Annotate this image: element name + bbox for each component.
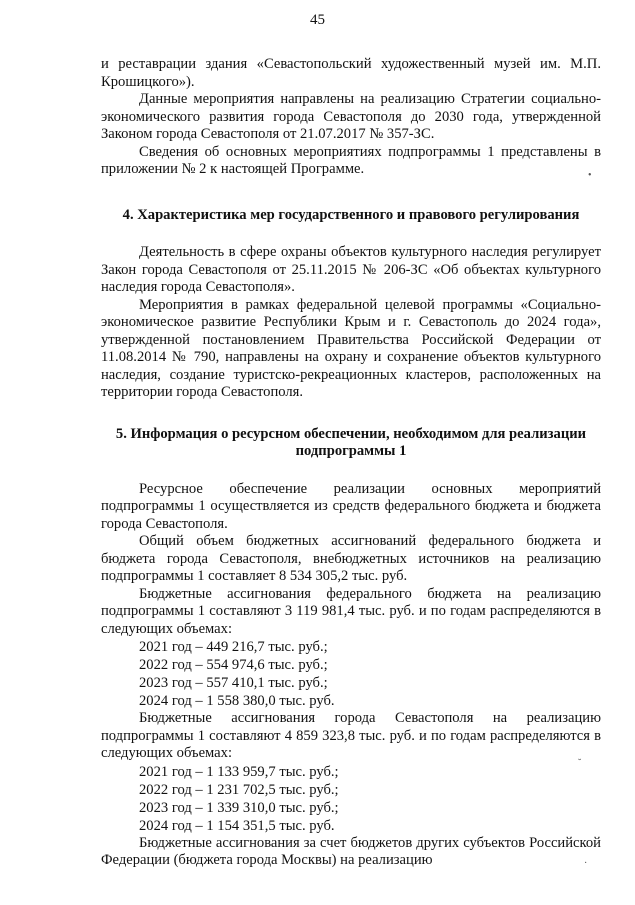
- paragraph-city-budget: Бюджетные ассигнования города Севастополя на реализацию подпрограммы 1 составляют 4 859 323,8 тыс. руб. и по годам распределяются в следующих объемах:: [101, 710, 601, 761]
- paragraph-continuation: и реставрации здания «Севастопольский художественный музей им. М.П. Крошицкого»).: [101, 56, 601, 90]
- list-item: 2023 год – 557 410,1 тыс. руб.;: [139, 675, 328, 691]
- paragraph-appendix-ref: Сведения об основных мероприятиях подпрограммы 1 представлены в приложении № 2 к настоящей Программе.: [101, 143, 601, 177]
- paragraph-total-volume: Общий объем бюджетных ассигнований федерального бюджета и бюджета города Севастополя, внебюджетных источников на реализацию подпрограммы 1 составляет 8 534 305,2 тыс. руб.: [101, 533, 601, 584]
- paragraph-strategy: Данные мероприятия направлены на реализацию Стратегии социально-экономического развития города Севастополя до 2030 года, утвержденной Законом города Севастополя от 21.07.2017 № 357-ЗС.: [101, 91, 601, 142]
- paragraph-federal-program: Мероприятия в рамках федеральной целевой программы «Социально-экономическое развитие Республики Крым и г. Севастополь до 2024 года», утвержденной постановлением Правительства Российской Федерации от 11.08.2014 № 790, направлены на охрану и сохранение объектов культурного наследия, создание туристско-рекреационных кластеров, расположенных на территории города Севастополя.: [101, 296, 601, 400]
- city-years-list: [101, 763, 601, 835]
- paragraph-federal-budget: Бюджетные ассигнования федерального бюджета на реализацию подпрограммы 1 составляют 3 119 981,4 тыс. руб. и по годам распределяются в следующих объемах:: [101, 585, 601, 637]
- list-item: 2022 год – 1 231 702,5 тыс. руб.;: [139, 781, 339, 798]
- federal-years-list: [101, 638, 601, 710]
- scan-speck: •: [588, 170, 592, 181]
- paragraph-other-subjects: Бюджетные ассигнования за счет бюджетов других субъектов Российской Федерации (бюджета города Москвы) на реализацию: [101, 834, 601, 868]
- list-item: 2022 год – 554 974,6 тыс. руб.;: [139, 657, 328, 673]
- list-item: 2024 год – 1 558 380,0 тыс. руб.: [139, 693, 335, 709]
- page-number: 45: [310, 12, 325, 28]
- section-heading-4: 4. Характеристика мер государственного и правового регулирования: [122, 206, 580, 223]
- list-item: 2021 год – 449 216,7 тыс. руб.;: [139, 639, 328, 655]
- scan-speck: ˘: [578, 758, 582, 769]
- list-item: 2021 год – 1 133 959,7 тыс. руб.;: [139, 763, 339, 780]
- list-item: 2023 год – 1 339 310,0 тыс. руб.;: [139, 799, 339, 816]
- document-body: [101, 56, 601, 870]
- scan-speck: ·: [584, 858, 588, 869]
- paragraph-law: Деятельность в сфере охраны объектов культурного наследия регулирует Закон города Севастополя от 25.11.2015 № 206-ЗС «Об объектах культурного наследия города Севастополя».: [101, 244, 601, 295]
- paragraph-resource: Ресурсное обеспечение реализации основных мероприятий подпрограммы 1 осуществляется из средств федерального бюджета и бюджета города Севастополя.: [101, 480, 601, 532]
- section-heading-5: 5. Информация о ресурсном обеспечении, необходимом для реализации подпрограммы 1: [115, 425, 587, 459]
- list-item: 2024 год – 1 154 351,5 тыс. руб.: [139, 817, 335, 834]
